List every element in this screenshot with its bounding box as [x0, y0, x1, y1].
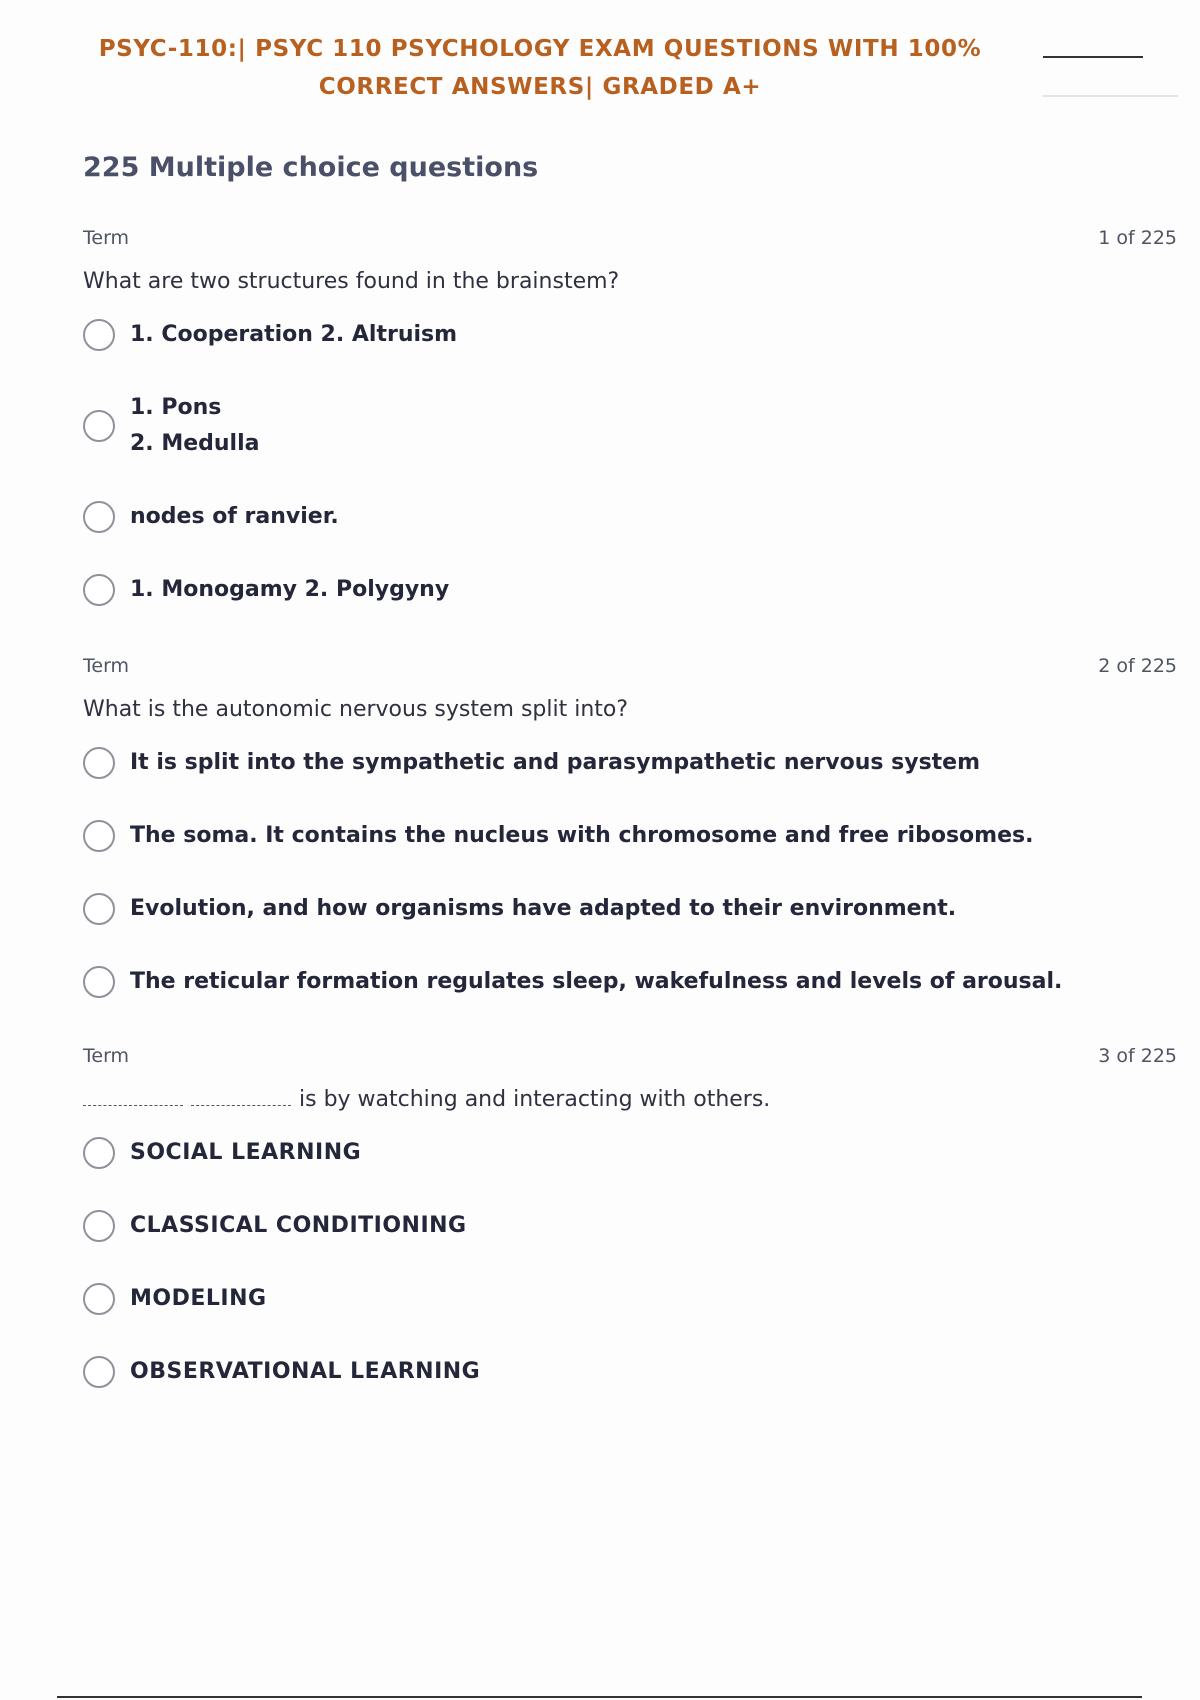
answer-option[interactable] — [83, 745, 1177, 781]
term-counter: 1 of 225 — [1098, 227, 1177, 249]
answer-option-text: It is split into the sympathetic and parasympathetic nervous system — [130, 750, 981, 775]
answer-option-text: OBSERVATIONAL LEARNING — [130, 1359, 481, 1384]
radio-button[interactable] — [83, 410, 115, 442]
answer-option[interactable] — [83, 390, 1177, 462]
radio-button[interactable] — [83, 1210, 115, 1242]
term-counter: 2 of 225 — [1098, 655, 1177, 677]
answer-option-text: SOCIAL LEARNING — [130, 1140, 362, 1165]
question-text-remainder: is by watching and interacting with others. — [299, 1087, 771, 1112]
question-text — [83, 1085, 1177, 1115]
radio-button[interactable] — [83, 820, 115, 852]
fill-in-blank — [191, 1091, 291, 1106]
radio-button[interactable] — [83, 747, 115, 779]
answer-option[interactable] — [83, 572, 1177, 608]
answer-option-text: Evolution, and how organisms have adapted to their environment. — [130, 896, 957, 921]
answer-options — [83, 745, 1177, 1000]
fill-in-blank — [83, 1091, 183, 1106]
header-rule — [1043, 56, 1143, 58]
answer-option[interactable] — [83, 1281, 1177, 1317]
answer-option[interactable] — [83, 1208, 1177, 1244]
answer-option[interactable] — [83, 818, 1177, 854]
answer-option-text: 1. Monogamy 2. Polygyny — [130, 577, 450, 602]
answer-option-text: 1. Cooperation 2. Altruism — [130, 322, 458, 347]
term-label: Term — [83, 227, 130, 249]
question-text: What is the autonomic nervous system split into? — [83, 697, 629, 722]
term-header — [83, 655, 1177, 683]
radio-button[interactable] — [83, 966, 115, 998]
term-header — [83, 1045, 1177, 1073]
radio-button[interactable] — [83, 574, 115, 606]
radio-button[interactable] — [83, 501, 115, 533]
answer-option-text: CLASSICAL CONDITIONING — [130, 1213, 467, 1238]
answer-options — [83, 317, 1177, 608]
answer-option-text: The reticular formation regulates sleep, wakefulness and levels of arousal. — [130, 969, 1063, 994]
radio-button[interactable] — [83, 893, 115, 925]
term-label: Term — [83, 655, 130, 677]
section-heading: 225 Multiple choice questions — [83, 152, 539, 183]
answer-option[interactable] — [83, 317, 1177, 353]
term-label: Term — [83, 1045, 130, 1067]
answer-option[interactable] — [83, 499, 1177, 535]
term-counter: 3 of 225 — [1098, 1045, 1177, 1067]
radio-button[interactable] — [83, 1356, 115, 1388]
term-card-2 — [83, 655, 1177, 1000]
radio-button[interactable] — [83, 1283, 115, 1315]
term-header — [83, 227, 1177, 255]
footer-rule — [57, 1696, 1142, 1698]
question-text: What are two structures found in the brainstem? — [83, 269, 620, 294]
answer-option-text: The soma. It contains the nucleus with chromosome and free ribosomes. — [130, 823, 1034, 848]
document-title-line-2: CORRECT ANSWERS| GRADED A+ — [318, 74, 762, 100]
answer-option[interactable] — [83, 964, 1177, 1000]
term-card-3 — [83, 1045, 1177, 1390]
answer-option-line: 1. Pons — [130, 395, 222, 420]
document-title — [40, 30, 1040, 106]
answer-option-line: 2. Medulla — [130, 431, 260, 456]
answer-option[interactable] — [83, 891, 1177, 927]
header-rule-light — [1043, 95, 1178, 97]
radio-button[interactable] — [83, 319, 115, 351]
answer-option-text: MODELING — [130, 1286, 267, 1311]
term-card-1 — [83, 227, 1177, 608]
answer-options — [83, 1135, 1177, 1390]
answer-option[interactable] — [83, 1354, 1177, 1390]
answer-option-text: nodes of ranvier. — [130, 504, 339, 529]
answer-option-text — [130, 390, 259, 462]
answer-option[interactable] — [83, 1135, 1177, 1171]
radio-button[interactable] — [83, 1137, 115, 1169]
document-title-line-1: PSYC-110:| PSYC 110 PSYCHOLOGY EXAM QUESTIONS WITH 100% — [98, 36, 982, 62]
